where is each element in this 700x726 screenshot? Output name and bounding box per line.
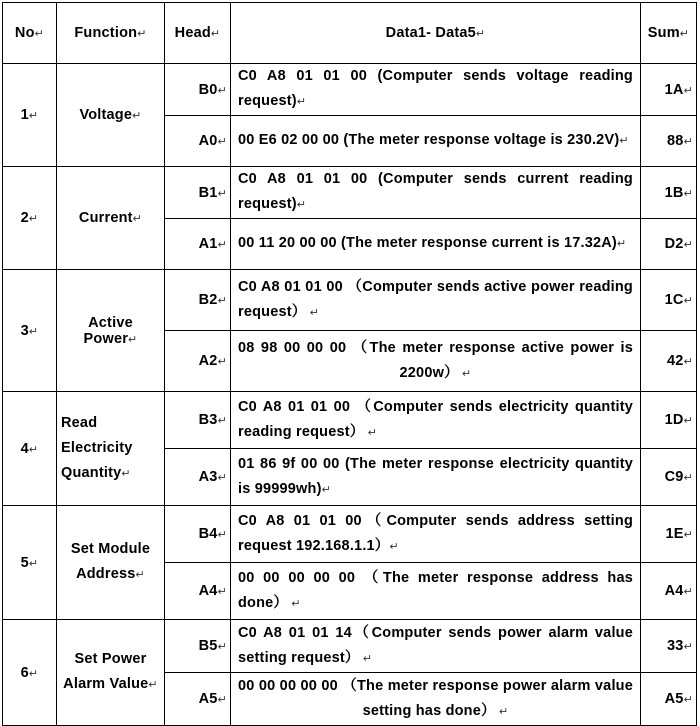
row-function: Voltage↵ <box>57 64 165 167</box>
row-function: Set Power Alarm Value↵ <box>57 620 165 726</box>
table-row <box>3 620 697 673</box>
command-data: C0 A8 01 01 00 (Computer sends current reading request)↵ <box>231 167 641 219</box>
table-row <box>3 270 697 331</box>
command-sum: A4↵ <box>641 563 697 620</box>
protocol-table <box>2 2 697 726</box>
row-no: 5↵ <box>3 506 57 620</box>
header-head: Head↵ <box>165 3 231 64</box>
command-sum: C9↵ <box>641 449 697 506</box>
table-row <box>3 167 697 219</box>
command-head: B2↵ <box>165 270 231 331</box>
table-row <box>3 392 697 449</box>
command-sum: D2↵ <box>641 219 697 270</box>
command-sum: 33↵ <box>641 620 697 673</box>
row-no: 2↵ <box>3 167 57 270</box>
command-sum: 1C↵ <box>641 270 697 331</box>
row-no: 6↵ <box>3 620 57 726</box>
row-function: Set Module Address↵ <box>57 506 165 620</box>
row-function: Current↵ <box>57 167 165 270</box>
command-sum: 42↵ <box>641 331 697 392</box>
command-head: A2↵ <box>165 331 231 392</box>
command-data: C0 A8 01 01 14（Computer sends power alarm value setting request） ↵ <box>231 620 641 673</box>
command-head: B3↵ <box>165 392 231 449</box>
header-data: Data1- Data5↵ <box>231 3 641 64</box>
command-sum: A5↵ <box>641 673 697 726</box>
command-data: 00 E6 02 00 00 (The meter response voltage is 230.2V)↵ <box>231 116 641 167</box>
command-head: B1↵ <box>165 167 231 219</box>
row-no: 1↵ <box>3 64 57 167</box>
command-sum: 1B↵ <box>641 167 697 219</box>
table-row <box>3 506 697 563</box>
command-head: A1↵ <box>165 219 231 270</box>
command-sum: 1A↵ <box>641 64 697 116</box>
command-head: B5↵ <box>165 620 231 673</box>
header-no: No↵ <box>3 3 57 64</box>
command-data: 00 00 00 00 00 （The meter response address has done） ↵ <box>231 563 641 620</box>
command-sum: 1E↵ <box>641 506 697 563</box>
row-no: 4↵ <box>3 392 57 506</box>
command-data: 00 11 20 00 00 (The meter response current is 17.32A)↵ <box>231 219 641 270</box>
row-function: Active Power↵ <box>57 270 165 392</box>
command-head: B0↵ <box>165 64 231 116</box>
row-no: 3↵ <box>3 270 57 392</box>
command-sum: 1D↵ <box>641 392 697 449</box>
command-head: A3↵ <box>165 449 231 506</box>
row-function: Read Electricity Quantity↵ <box>57 392 165 506</box>
command-data: C0 A8 01 01 00 (Computer sends voltage reading request)↵ <box>231 64 641 116</box>
command-head: A5↵ <box>165 673 231 726</box>
command-head: A4↵ <box>165 563 231 620</box>
command-data: C0 A8 01 01 00 （Computer sends active power reading request） ↵ <box>231 270 641 331</box>
command-data: 01 86 9f 00 00 (The meter response electricity quantity is 99999wh)↵ <box>231 449 641 506</box>
command-data: C0 A8 01 01 00 （Computer sends electricity quantity reading request） ↵ <box>231 392 641 449</box>
command-data: C0 A8 01 01 00（Computer sends address setting request 192.168.1.1）↵ <box>231 506 641 563</box>
command-data: 08 98 00 00 00 （The meter response active power is 2200w） ↵ <box>231 331 641 392</box>
header-sum: Sum↵ <box>641 3 697 64</box>
table-row <box>3 64 697 116</box>
command-data: 00 00 00 00 00 （The meter response power alarm value setting has done） ↵ <box>231 673 641 726</box>
command-sum: 88↵ <box>641 116 697 167</box>
command-head: B4↵ <box>165 506 231 563</box>
command-head: A0↵ <box>165 116 231 167</box>
header-row <box>3 3 697 64</box>
header-function: Function↵ <box>57 3 165 64</box>
